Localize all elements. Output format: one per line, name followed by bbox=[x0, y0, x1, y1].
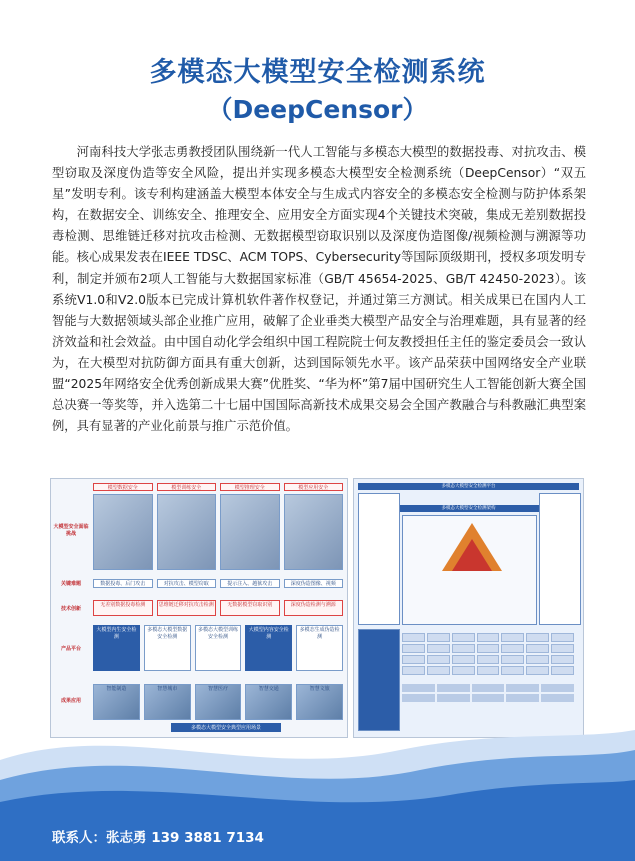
row-label-problems: 关键难题 bbox=[60, 581, 81, 587]
row-label-challenges: 大模型安全面临挑战 bbox=[53, 524, 89, 537]
right-module-panel bbox=[539, 493, 581, 625]
application-item: 智能制造 bbox=[93, 684, 140, 720]
stage-title-row bbox=[93, 483, 343, 491]
pyramid-top-graphic bbox=[452, 539, 492, 571]
platform-item: 大模型内容安全检测 bbox=[245, 625, 292, 671]
stage-illustration bbox=[93, 494, 153, 570]
application-item: 智慧交通 bbox=[245, 684, 292, 720]
platform-item: 大模型内生安全检测 bbox=[93, 625, 140, 671]
innovation: 深度伪造检测与溯源 bbox=[284, 600, 344, 616]
platform-figure bbox=[353, 478, 584, 738]
key-problem: 提示注入、越狱攻击 bbox=[220, 579, 280, 588]
stage-illustration-row bbox=[93, 494, 343, 570]
stage-title: 模型应用安全 bbox=[284, 483, 344, 491]
layer-bars bbox=[402, 684, 574, 702]
contact-info: 联系人：张志勇 139 3881 7134 bbox=[52, 830, 264, 846]
function-grid bbox=[402, 633, 574, 675]
key-problem: 深度伪造图像、视频 bbox=[284, 579, 344, 588]
application-item: 智慧医疗 bbox=[195, 684, 242, 720]
body-paragraph: 河南科技大学张志勇教授团队围绕新一代人工智能与多模态大模型的数据投毒、对抗攻击、模型窃取及深度伪造等安全风险，提出并实现多模态大模型安全检测系统（DeepCensor）“双五星”发明专利。该专利构建涵盖大模型本体安全与生成式内容安全的多模态安全检测与防护体系架构，在数据安全、训练安全、推理安全、应用安全方面实现4个关键技术突破，集成无差别数据投毒检测、思维链迁移对抗攻击检测、无数据模型窃取识别以及深度伪造图像/视频检测与溯源等功能。核心成果发表在IEEE TDSC、ACM TOPS、Cybersecurity等国际顶级期刊，授权多项发明专利，制定并颁布2项人工智能与大数据国家标准（GB/T 45654-2025、GB/T 42450-2023）。该系统V1.0和V2.0版本已完成计算机软件著作权登记，并通过第三方测试。相关成果已在国内人工智能与大数据领域头部企业推广应用，破解了企业垂类大模型产品安全与治理难题，具有显著的经济效益和社会效益。由中国自动化学会组织中国工程院院士何友教授担任主任的鉴定委员会一致认为，在大模型对抗防御方面具有重大创新，达到国际领先水平。该产品荣获中国网络安全产业联盟“2025年网络安全优秀创新成果大赛”优胜奖、“华为杯”第7届中国研究生人工智能创新大赛全国总决赛一等奖等，并入选第二十七届中国国际高新技术成果交易会全国产教融合与科教融汇典型案例，具有显著的产业化前景与推广示范价值。 bbox=[52, 145, 586, 434]
row-label-innovation: 技术创新 bbox=[60, 606, 81, 612]
platform-row bbox=[93, 625, 343, 671]
page-title: 多模态大模型安全检测系统 bbox=[149, 57, 486, 88]
key-problem-row bbox=[93, 579, 343, 588]
application-row bbox=[93, 684, 343, 720]
platform-item: 多模态大模型数据安全检测 bbox=[144, 625, 191, 671]
platform-item: 多模态生成伪造检测 bbox=[296, 625, 343, 671]
platform-item: 多模态大模型训练安全检测 bbox=[195, 625, 242, 671]
stage-title: 模型训练安全 bbox=[157, 483, 217, 491]
key-problem: 对抗攻击、模型窃取 bbox=[157, 579, 217, 588]
row-label-application: 成果应用 bbox=[60, 698, 81, 704]
innovation-row bbox=[93, 600, 343, 616]
platform-subheader: 多模态大模型安全检测架构 bbox=[390, 505, 547, 512]
architecture-figure bbox=[50, 478, 348, 738]
left-module-panel bbox=[358, 493, 400, 625]
figure-caption: 多模态大模型安全典型应用场景 bbox=[171, 723, 281, 732]
page-subtitle: （DeepCensor） bbox=[207, 95, 428, 124]
stage-title: 模型数据安全 bbox=[93, 483, 153, 491]
innovation: 思维链迁移对抗攻击检测 bbox=[157, 600, 217, 616]
application-item: 智慧城市 bbox=[144, 684, 191, 720]
stage-illustration bbox=[284, 494, 344, 570]
row-label-platform: 产品平台 bbox=[60, 646, 81, 652]
stage-illustration bbox=[157, 494, 217, 570]
layer-label-column bbox=[358, 629, 400, 731]
platform-header: 多模态大模型安全检测平台 bbox=[358, 483, 579, 490]
key-problem: 数据投毒、后门攻击 bbox=[93, 579, 153, 588]
stage-title: 模型推理安全 bbox=[220, 483, 280, 491]
stage-illustration bbox=[220, 494, 280, 570]
innovation: 无数据模型窃取识别 bbox=[220, 600, 280, 616]
application-item: 智慧文旅 bbox=[296, 684, 343, 720]
innovation: 无差别数据投毒检测 bbox=[93, 600, 153, 616]
